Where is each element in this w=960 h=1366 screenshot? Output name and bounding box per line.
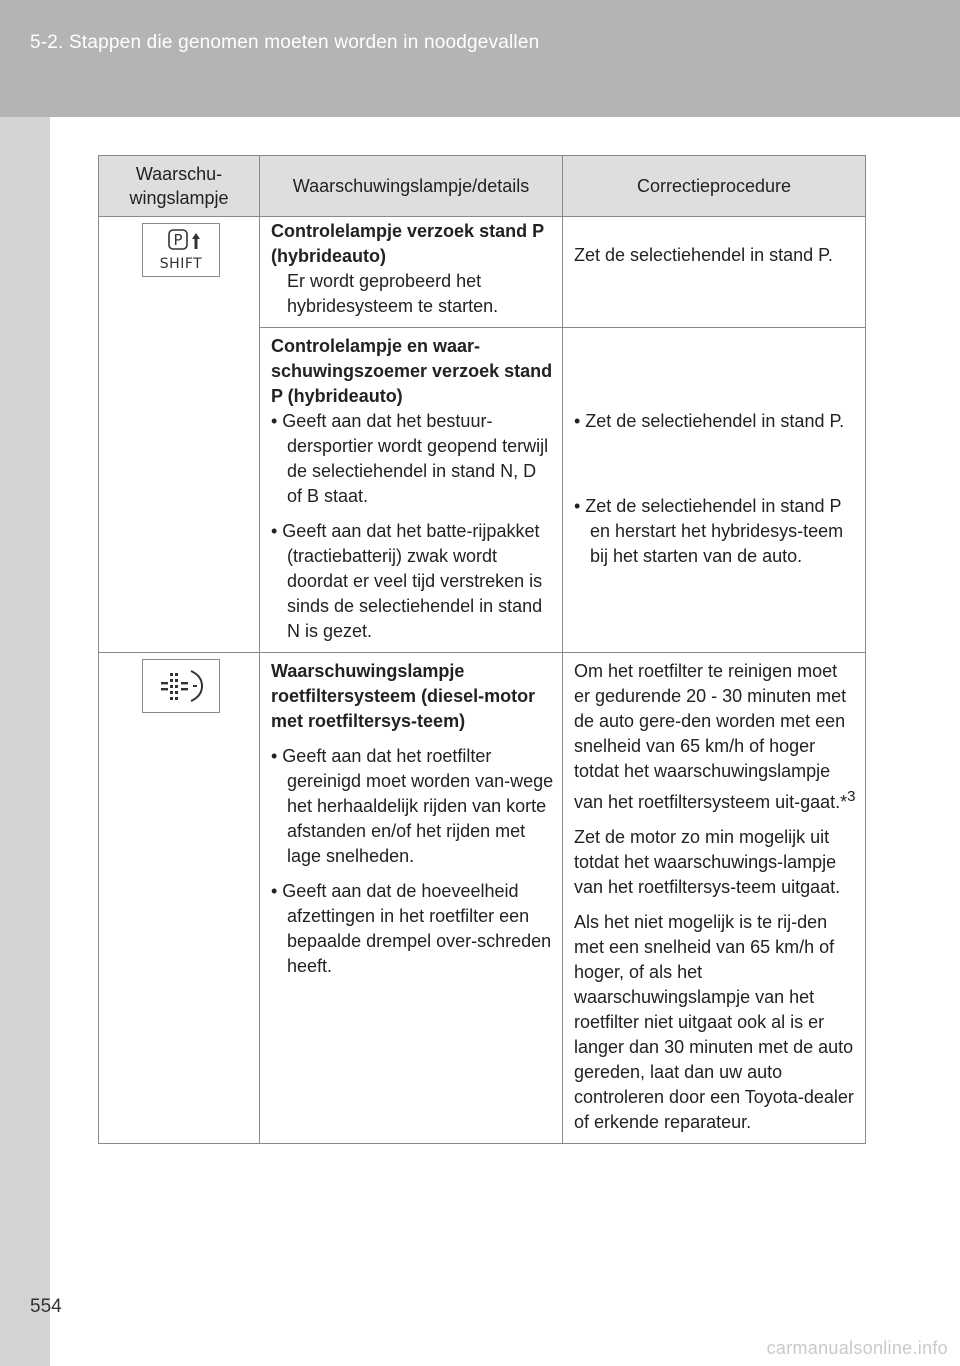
- row2-correction-1: • Zet de selectiehendel in stand P.: [574, 411, 845, 431]
- svg-text:P: P: [172, 231, 183, 249]
- row3-correction: [563, 653, 866, 1144]
- column-header-correction: Correctieprocedure: [563, 156, 866, 217]
- row1-title: Controlelampje verzoek stand P (hybrideauto): [271, 221, 544, 266]
- row3-detail-1: • Geeft aan dat het roetfilter gereinigd moet worden van-wege het herhaaldelijk rijden van korte afstanden en/of het rijden met lage snelheden.: [271, 746, 554, 866]
- row2-detail-1: • Geeft aan dat het bestuur-dersportier wordt geopend terwijl de selectiehendel in stand N, D of B staat.: [271, 411, 549, 506]
- icon-cell-dpf: [99, 653, 260, 1144]
- row3-correction-3: Als het niet mogelijk is te rij-den met een snelheid van 65 km/h of hoger, of als het waarschuwingslampje van het roetfilter niet uitgaat ook al is er langer dan 30 minuten met de auto gereden, laat dan uw auto controleren door een Toyota-dealer of erkende reparateur.: [574, 912, 854, 1132]
- column-header-light: Waarschu- wingslampje: [99, 156, 260, 217]
- row2-detail-2: • Geeft aan dat het batte-rijpakket (tractiebatterij) zwak wordt doordat er veel tijd verstreken is sinds de selectiehendel in stand N is gezet.: [271, 521, 543, 641]
- row3-correction-1: [574, 659, 857, 815]
- row2-details: [260, 328, 563, 653]
- column-header-details: Waarschuwingslampje/details: [260, 156, 563, 217]
- row1-correction: [563, 217, 866, 328]
- section-title: 5-2. Stappen die genomen moeten worden in noodgevallen: [30, 32, 540, 53]
- page-number: 554: [30, 1296, 62, 1317]
- side-strip: [0, 117, 50, 1366]
- row3-correction-2: Zet de motor zo min mogelijk uit totdat het waarschuwings-lampje van het roetfiltersys-teem uitgaat.: [574, 827, 841, 897]
- row1-detail-text: Er wordt geprobeerd het hybridesysteem te starten.: [287, 271, 499, 316]
- row1-details: [260, 217, 563, 328]
- icon-cell-shift: [99, 217, 260, 653]
- soot-filter-warning-icon: [142, 659, 220, 713]
- p-shift-warning-icon: [142, 223, 220, 277]
- table-row-dpf: [99, 653, 866, 1144]
- header-bar: [0, 0, 960, 117]
- svg-text:SHIFT: SHIFT: [159, 256, 202, 272]
- row3-correction-1-text: Om het roetfilter te reinigen moet er gedurende 20 - 30 minuten met de auto gere-den worden met een snelheid van 65 km/h of hoger totdat het waarschuwingslampje van het roetfiltersysteem uit-gaat.*: [574, 661, 848, 812]
- watermark: carmanualsonline.info: [766, 1338, 948, 1358]
- row1-correction-text: Zet de selectiehendel in stand P.: [574, 245, 833, 265]
- row2-correction: [563, 328, 866, 653]
- row2-title: Controlelampje en waar-schuwingszoemer verzoek stand P (hybrideauto): [271, 336, 553, 406]
- row3-details: [260, 653, 563, 1144]
- footnote-ref: 3: [847, 788, 856, 805]
- table-row-p-request: [99, 217, 866, 328]
- row3-detail-2: • Geeft aan dat de hoeveelheid afzettingen in het roetfilter een bepaalde drempel over-schreden heeft.: [271, 881, 552, 976]
- row2-correction-2: • Zet de selectiehendel in stand P en herstart het hybridesys-teem bij het starten van de auto.: [574, 496, 844, 566]
- warning-light-table: [98, 155, 866, 1144]
- row3-title: Waarschuwingslampje roetfiltersysteem (diesel-motor met roetfiltersys-teem): [271, 661, 536, 731]
- table-header-row: [99, 156, 866, 217]
